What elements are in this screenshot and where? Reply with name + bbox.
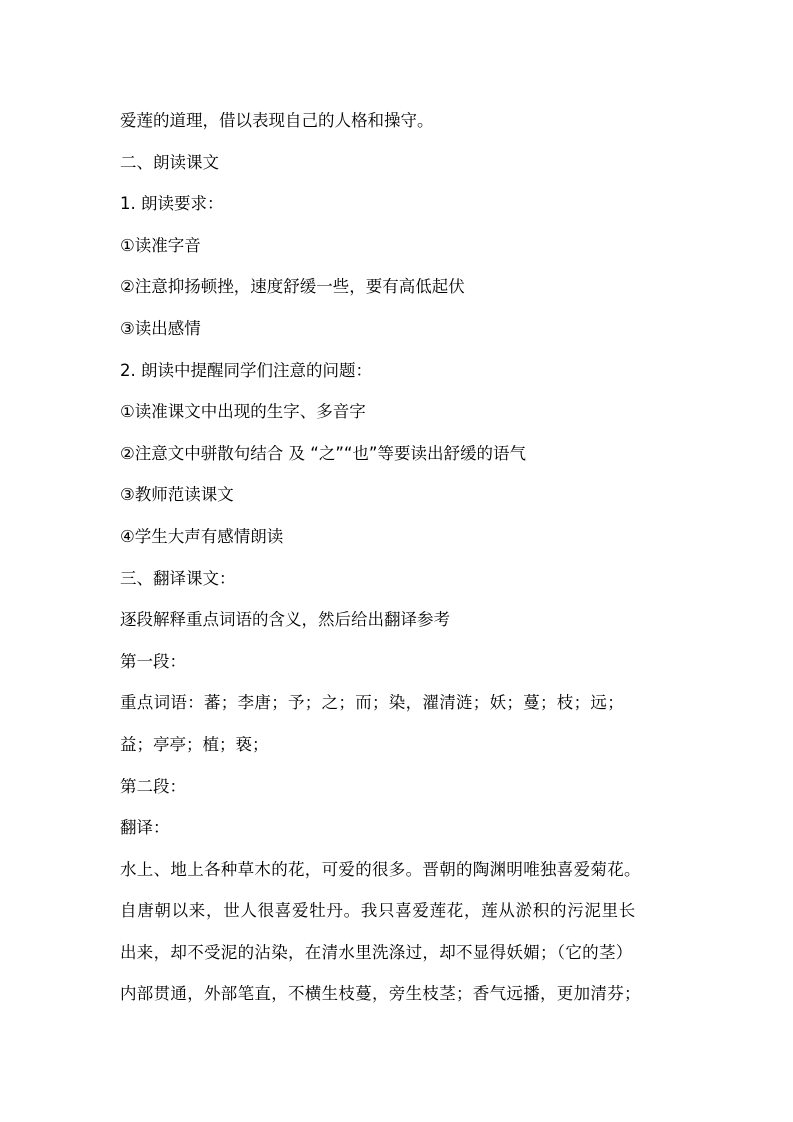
key-words-line-1: 重点词语：蕃；李唐；予；之；而；染，濯清涟；妖；蔓；枝；远； (120, 693, 624, 713)
list-item-emotion: ③读出感情 (120, 318, 201, 338)
list-item-sentence-structure: ②注意文中骈散句结合 及 “之”“也”等要读出舒缓的语气 (120, 443, 526, 463)
list-item-teacher-reading: ③教师范读课文 (120, 485, 234, 505)
paragraph-label-second: 第二段： (120, 776, 186, 796)
text-line-translation-intro: 逐段解释重点词语的含义，然后给出翻译参考 (120, 610, 450, 630)
subheading-reading-reminders: 2. 朗读中提醒同学们注意的问题： (120, 360, 372, 380)
translation-label: 翻译： (120, 818, 170, 838)
section-heading-translation: 三、翻译课文： (120, 568, 236, 588)
document-body (120, 100, 676, 1015)
translation-line-4: 内部贯通，外部笔直，不横生枝蔓，旁生枝茎；香气远播，更加清芬； (120, 984, 641, 1004)
list-item-new-characters: ①读准课文中出现的生字、多音字 (120, 402, 366, 422)
list-item-student-reading: ④学生大声有感情朗读 (120, 526, 284, 546)
translation-line-3: 出来，却不受泥的沾染，在清水里洗涤过，却不显得妖媚；（它的茎） (120, 942, 633, 962)
paragraph-label-first: 第一段： (120, 651, 186, 671)
translation-line-2: 自唐朝以来，世人很喜爱牡丹。我只喜爱莲花，莲从淤积的污泥里长 (120, 901, 636, 921)
subheading-reading-requirements: 1. 朗读要求： (120, 194, 224, 214)
translation-line-1: 水上、地上各种草木的花，可爱的很多。晋朝的陶渊明唯独喜爱菊花。 (120, 859, 641, 879)
section-heading-reading: 二、朗读课文 (120, 152, 219, 172)
key-words-line-2: 益；亭亭；植；亵； (120, 734, 269, 754)
list-item-pronunciation: ①读准字音 (120, 235, 201, 255)
list-item-intonation: ②注意抑扬顿挫，速度舒缓一些，要有高低起伏 (120, 277, 465, 297)
text-line-1: 爱莲的道理，借以表现自己的人格和操守。 (120, 111, 434, 130)
